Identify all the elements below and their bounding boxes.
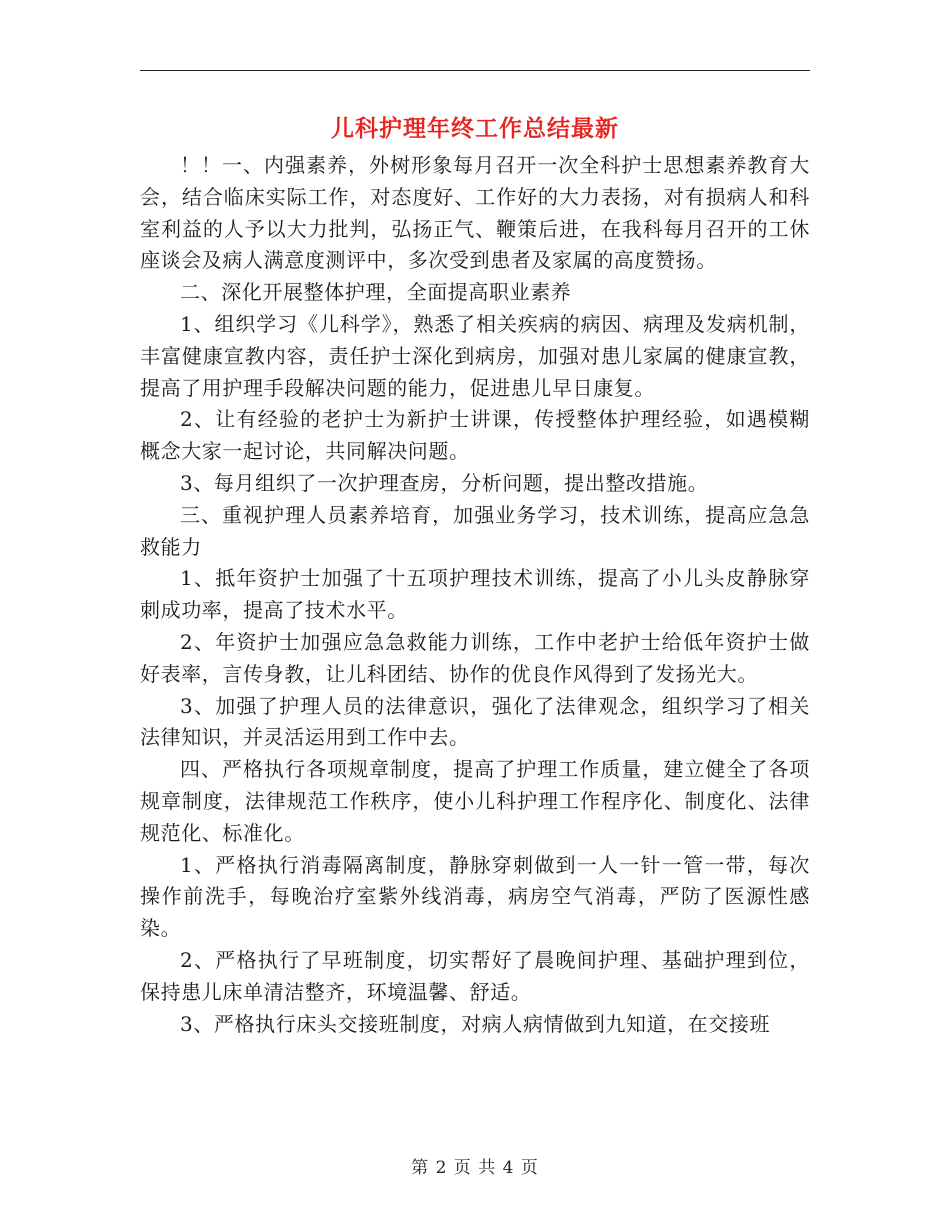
section-heading: 二、深化开展整体护理，全面提高职业素养	[180, 280, 572, 305]
paragraph: 2、严格执行了早班制度，切实帮好了晨晚间护理、基础护理到位，保持患儿床单清洁整齐，环境温馨、舒适。	[140, 947, 810, 1004]
page-number: 第 2 页 共 4 页	[411, 1158, 539, 1178]
section-heading: 三、重视护理人员素养培育，加强业务学习，技术训练，提高应急急救能力	[140, 502, 810, 559]
paragraph: 1、严格执行消毒隔离制度，静脉穿刺做到一人一针一管一带，每次操作前洗手，每晚治疗室紫外线消毒，病房空气消毒，严防了医源性感染。	[140, 852, 810, 941]
paragraph: 3、每月组织了一次护理查房，分析问题，提出整改措施。	[180, 470, 709, 495]
paragraph: 3、加强了护理人员的法律意识，强化了法律观念，组织学习了相关法律知识，并灵活运用到工作中去。	[140, 693, 810, 750]
header-rule	[140, 70, 810, 71]
paragraph: ！！一、内强素养，外树形象每月召开一次全科护士思想素养教育大会，结合临床实际工作，对态度好、工作好的大力表扬，对有损病人和科室利益的人予以大力批判，弘扬正气、鞭策后进，在我科每月召开的工休座谈会及病人满意度测评中，多次受到患者及家属的高度赞扬。	[140, 153, 810, 273]
paragraph: 2、让有经验的老护士为新护士讲课，传授整体护理经验，如遇模糊概念大家一起讨论，共同解决问题。	[140, 407, 810, 464]
paragraph: 1、组织学习《儿科学》，熟悉了相关疾病的病因、病理及发病机制，丰富健康宣教内容，责任护士深化到病房，加强对患儿家属的健康宣教，提高了用护理手段解决问题的能力，促进患儿早日康复。	[140, 311, 810, 400]
paragraph: 2、年资护士加强应急急救能力训练，工作中老护士给低年资护士做好表率，言传身教，让儿科团结、协作的优良作风得到了发扬光大。	[140, 629, 810, 686]
paragraph: 1、抵年资护士加强了十五项护理技术训练，提高了小儿头皮静脉穿刺成功率，提高了技术水平。	[140, 566, 810, 623]
section-heading: 四、严格执行各项规章制度，提高了护理工作质量，建立健全了各项规章制度，法律规范工作秩序，使小儿科护理工作程序化、制度化、法律规范化、标准化。	[140, 757, 810, 845]
document-body	[140, 150, 810, 1040]
document-title: 儿科护理年终工作总结最新	[331, 116, 619, 142]
paragraph: 3、严格执行床头交接班制度，对病人病情做到九知道，在交接班	[180, 1011, 771, 1036]
